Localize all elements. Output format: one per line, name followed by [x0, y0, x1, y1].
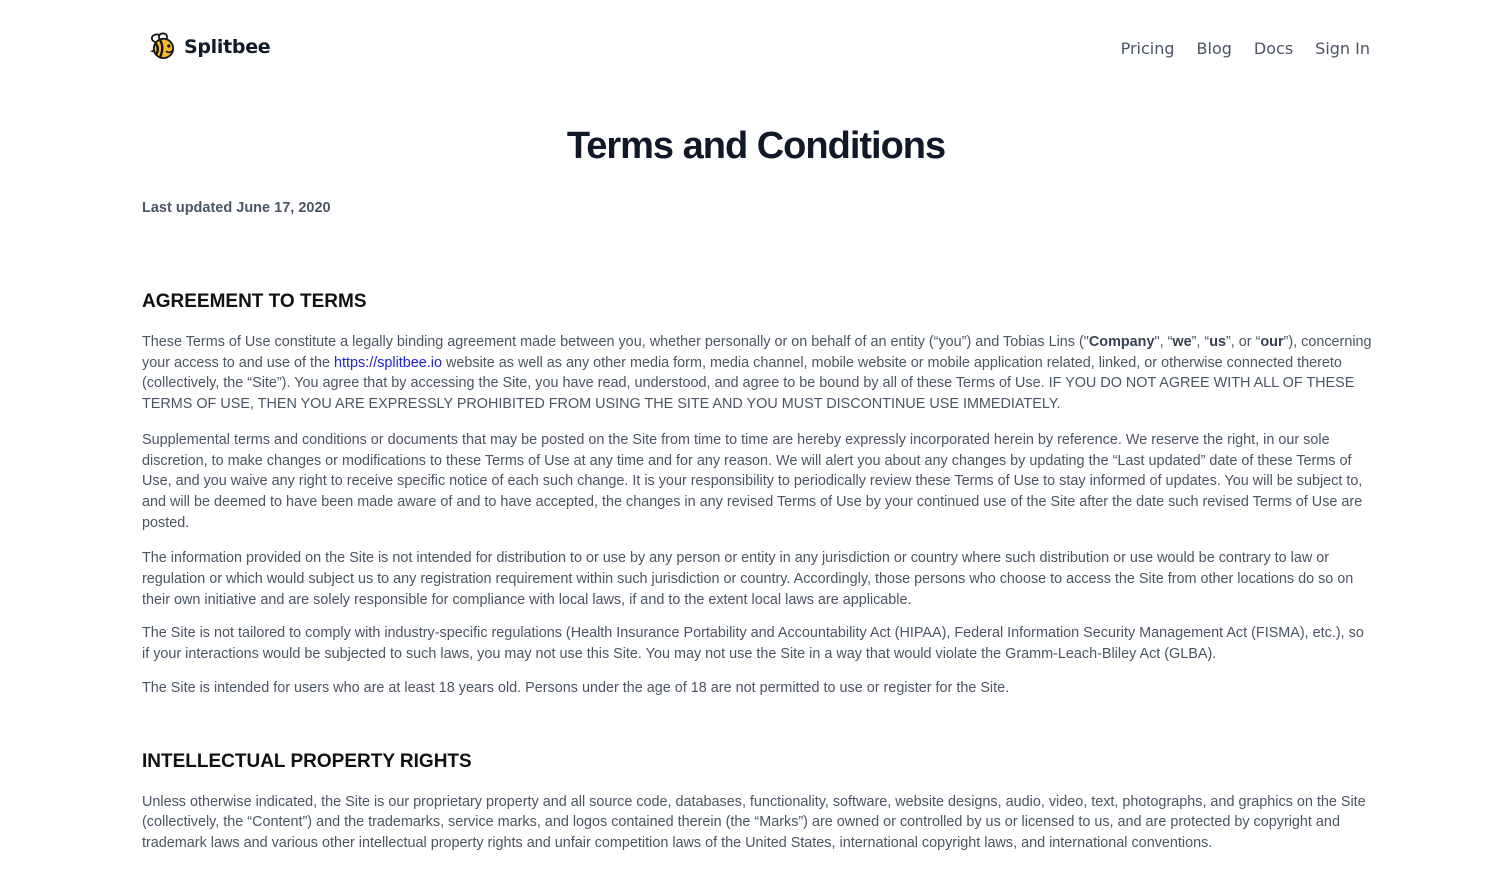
brand-name: Splitbee: [184, 35, 271, 58]
nav-pricing[interactable]: Pricing: [1120, 39, 1175, 58]
nav-docs[interactable]: Docs: [1253, 39, 1294, 58]
paragraph-text: ", “: [1154, 334, 1173, 350]
logo-link[interactable]: [147, 31, 270, 62]
paragraph-text: These Terms of Use constitute a legally binding agreement made between you, whether personally or on behalf of an entity (“you”) and Tobias Lins (": [142, 334, 1089, 350]
term-company: Company: [1088, 334, 1155, 350]
paragraph: Unless otherwise indicated, the Site is our proprietary property and all source code, databases, functionality, software, website designs, audio, video, text, photographs, and graphics on the Site (collectively, the “Content”) and the trademarks, service marks, and logos contained therein (the “Marks”) are owned or controlled by us or licensed to us, and are protected by copyright and trademark laws and various other intellectual property rights and unfair competition laws of the United States, international copyright laws, and international conventions.: [142, 793, 1366, 851]
section-agreement-to-terms: [142, 289, 1372, 699]
paragraph-text: website as well as any other media form, media channel, mobile website or mobile application related, linked, or otherwise connected thereto (collectively, the “Site”). You agree that by accessing the Site, you have read, understood, and agree to be bound by all of these Terms of Use. IF YOU DO NOT AGREE WITH ALL OF THESE TERMS OF USE, THEN YOU ARE EXPRESSLY PROHIBITED FROM USING THE SITE AND YOU MUST DISCONTINUE USE IMMEDIATELY.: [142, 354, 1355, 413]
last-updated: Last updated June 17, 2020: [142, 200, 331, 216]
bee-icon: [147, 31, 178, 62]
page-title: Terms and Conditions: [566, 125, 946, 167]
section-heading: INTELLECTUAL PROPERTY RIGHTS: [142, 750, 472, 772]
term-us: us: [1209, 334, 1226, 350]
paragraph: [142, 332, 1372, 415]
paragraph-text: ”, or “: [1225, 334, 1261, 350]
terms-content: [142, 289, 1372, 869]
paragraph-text: ”), concerning your access to and use of the: [142, 334, 1372, 371]
paragraph: The Site is intended for users who are at least 18 years old. Persons under the age of 18 are not permitted to use or register for the Site.: [142, 679, 1010, 696]
term-we: we: [1172, 334, 1192, 350]
paragraph: The information provided on the Site is not intended for distribution to or use by any person or entity in any jurisdiction or country where such distribution or use would be contrary to law or regulation or which would subject us to any registration requirement within such jurisdiction or country. Accordingly, those persons who choose to access the Site from other locations do so on their own initiative and are solely responsible for compliance with local laws, if and to the extent local laws are applicable.: [142, 550, 1354, 608]
section-intellectual-property-rights: [142, 749, 1372, 854]
paragraph: The Site is not tailored to comply with industry-specific regulations (Health Insurance Portability and Accountability Act (HIPAA), Federal Information Security Management Act (FISMA), etc.), so if your interactions would be subjected to such laws, you may not use this Site. You may not use the Site in a way that would violate the Gramm-Leach-Bliley Act (GLBA).: [142, 625, 1364, 663]
section-heading: AGREEMENT TO TERMS: [142, 291, 367, 312]
nav-blog[interactable]: Blog: [1196, 39, 1232, 58]
nav-sign-in[interactable]: Sign In: [1315, 39, 1370, 58]
term-our: our: [1260, 334, 1284, 350]
paragraph: Supplemental terms and conditions or documents that may be posted on the Site from time to time are hereby expressly incorporated herein by reference. We reserve the right, in our sole discretion, to make changes or modifications to these Terms of Use at any time and for any reason. We will alert you about any changes by updating the “Last updated” date of these Terms of Use, and you waive any right to receive specific notice of each such change. It is your responsibility to periodically review these Terms of Use to stay informed of updates. You will be subject to, and will be deemed to have been made aware of and to have accepted, the changes in any revised Terms of Use by your continued use of the Site after the date such revised Terms of Use are posted.: [142, 431, 1363, 531]
paragraph-text: ”, “: [1191, 334, 1210, 350]
splitbee-link[interactable]: https://splitbee.io: [334, 354, 442, 371]
top-nav: [1121, 38, 1370, 60]
